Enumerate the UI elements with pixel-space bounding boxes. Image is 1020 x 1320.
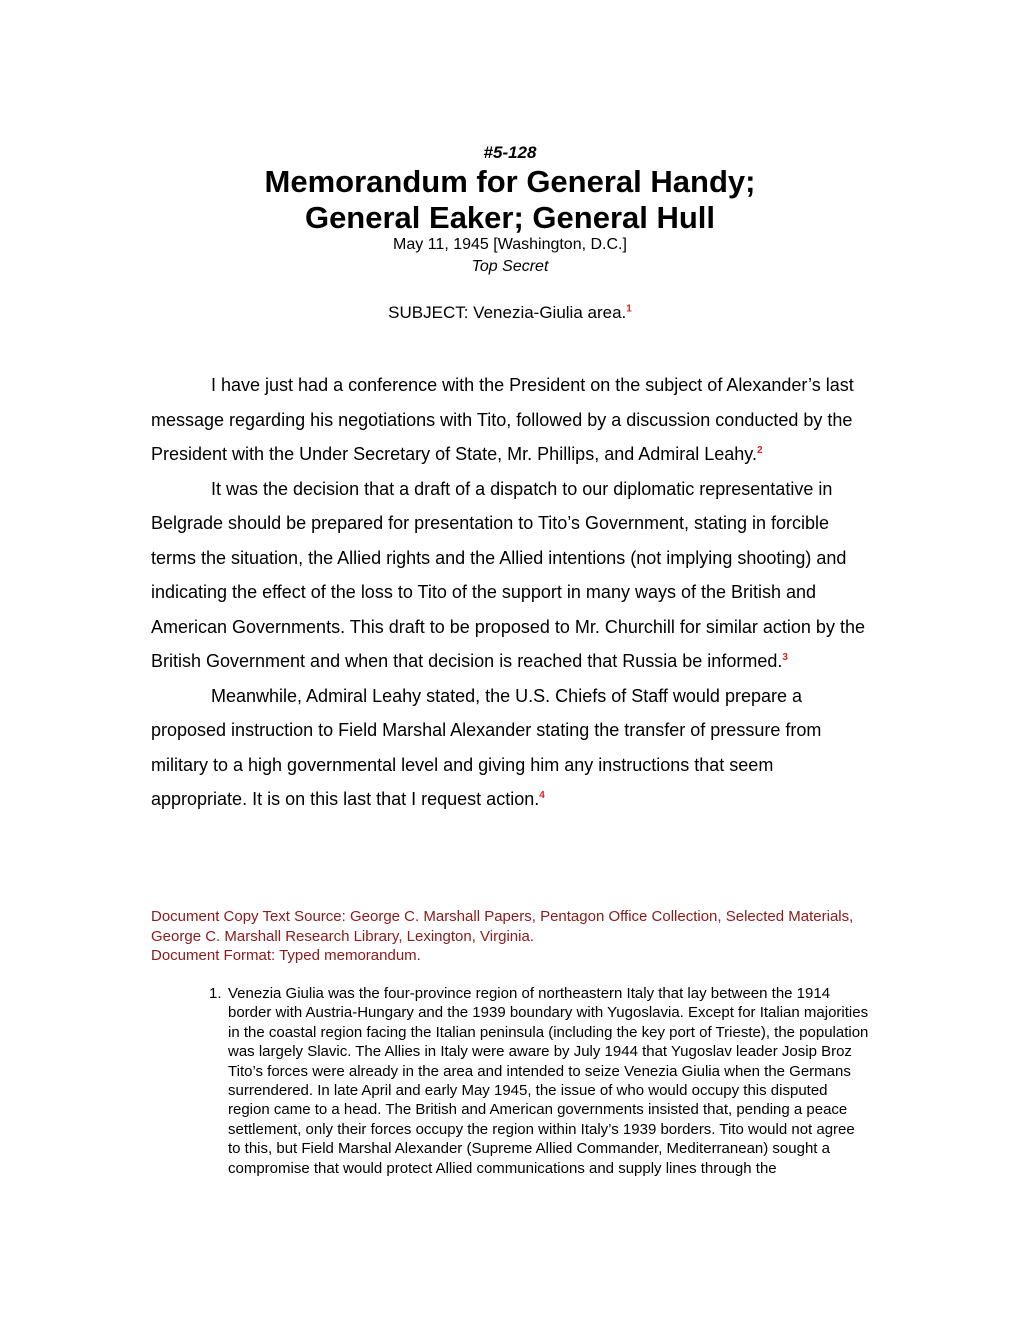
text-source: Document Copy Text Source: George C. Marshall Papers, Pentagon Office Collection, Selected Materials, George C. Marshall Research Library, Lexington, Virginia. xyxy=(151,908,854,945)
footnote-ref-3[interactable]: 3 xyxy=(782,652,788,663)
source-info xyxy=(151,907,881,966)
date-place: May 11, 1945 [Washington, D.C.] xyxy=(393,236,627,253)
footnote-ref-2[interactable]: 2 xyxy=(756,445,763,456)
subject-line xyxy=(0,303,1020,323)
body-paragraph-3 xyxy=(151,679,873,817)
footnote-ref-4[interactable]: 4 xyxy=(539,790,545,801)
body-paragraph-2 xyxy=(151,472,873,679)
document-format: Document Format: Typed memorandum. xyxy=(151,947,421,964)
paragraph-3-text: Meanwhile, Admiral Leahy stated, the U.S. Chiefs of Staff would prepare a proposed instruction to Field Marshal Alexander stating the transfer of pressure from military to a high governmental level and giving him any instructions that seem appropriate. It is on this last that I request action. xyxy=(151,685,822,809)
paragraph-2-text: It was the decision that a draft of a dispatch to our diplomatic representative in Belgrade should be prepared for presentation to Tito’s Government, stating in forcible terms the situation, the Allied rights and the Allied intentions (not implying shooting) and indicating the effect of the loss to Tito of the support in many ways of the British and American Governments. This draft to be proposed to Mr. Churchill for similar action by the British Government and when that decision is reached that Russia be informed. xyxy=(151,478,865,671)
paragraph-1-text: I have just had a conference with the President on the subject of Alexander’s last message regarding his negotiations with Tito, followed by a discussion conducted by the President with the Under Secretary of State, Mr. Phillips, and Admiral Leahy. xyxy=(151,375,854,464)
classification-label: Top Secret xyxy=(471,258,549,275)
footnote-item xyxy=(209,984,869,1178)
footnote-text: Venezia Giulia was the four-province region of northeastern Italy that lay between the 1914 border with Austria-Hungary and the 1939 boundary with Yugoslavia. Except for Italian majorities in the coastal region facing the Italian peninsula (including the key port of Trieste), the population was largely Slavic. The Allies in Italy were aware by July 1944 that Yugoslav leader Josip Broz Tito’s forces were already in the area and intended to seize Venezia Giulia when the Germans surrendered. In late April and early May 1945, the issue of who would occupy this disputed region came to a head. The British and American governments insisted that, pending a peace settlement, only their forces occupy the region within Italy’s 1939 borders. Tito would not agree to this, but Field Marshal Alexander (Supreme Allied Commander, Mediterranean) sought a compromise that would protect Allied communications and supply lines through the xyxy=(228,985,869,1177)
title-line-2: General Eaker; General Hull xyxy=(304,200,716,235)
page-title xyxy=(0,164,1020,236)
document-number: #5-128 xyxy=(483,143,537,162)
footnote-number: 1. xyxy=(209,985,222,1002)
memo-body xyxy=(151,368,873,817)
body-paragraph-1 xyxy=(151,368,873,472)
title-line-1: Memorandum for General Handy; xyxy=(264,164,756,199)
footnotes xyxy=(209,984,869,1178)
footnote-ref-1[interactable]: 1 xyxy=(626,303,632,315)
subject-text: SUBJECT: Venezia-Giulia area. xyxy=(388,303,627,322)
